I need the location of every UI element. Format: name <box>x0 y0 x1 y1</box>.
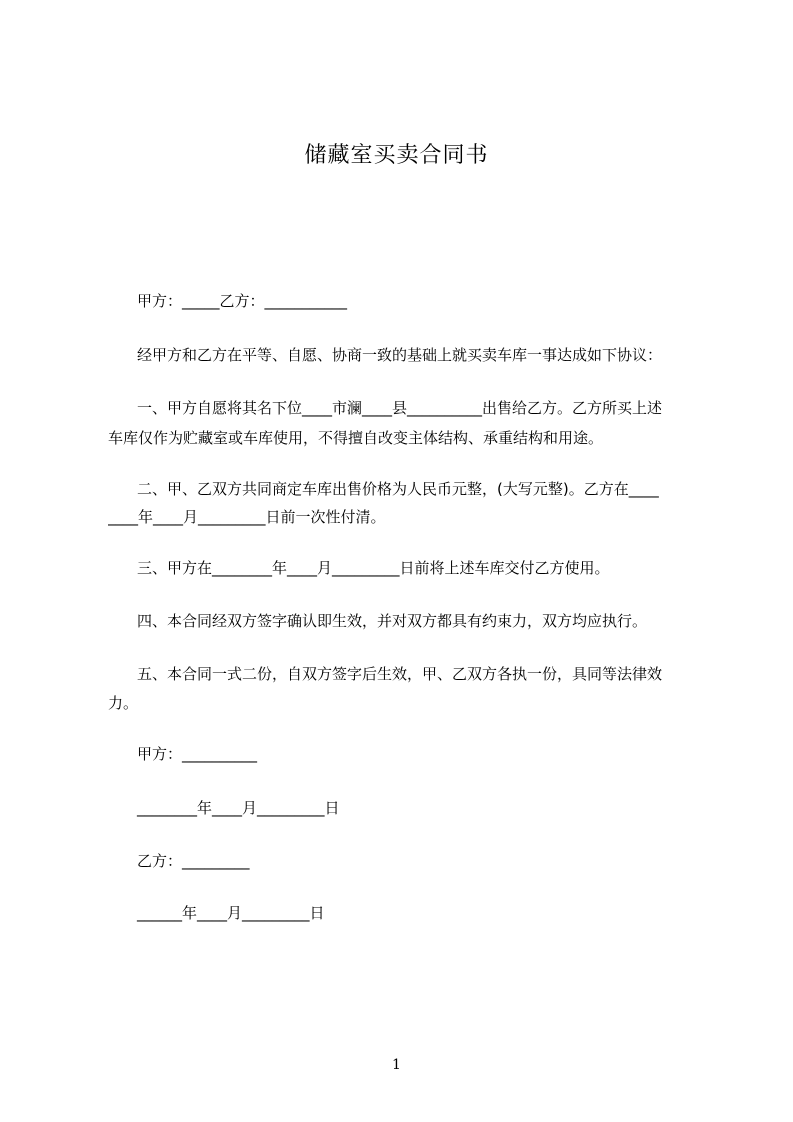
page-number: 1 <box>392 1057 401 1073</box>
clause-1-line-2: 车库仅作为贮藏室或车库使用，不得擅自改变主体结构、承重结构和用途。 <box>108 429 604 447</box>
party-b-signature: 乙方：_________ <box>137 852 250 870</box>
clause-3: 三、甲方在________年____月_________日前将上述车库交付乙方使用。 <box>137 559 610 577</box>
clause-2-line-1: 二、甲、乙双方共同商定车库出售价格为人民币元整，(大写元整)。乙方在____ <box>137 480 659 498</box>
clause-1-line-1: 一、甲方自愿将其名下位____市澜____县__________出售给乙方。乙方所买上述 <box>137 399 663 417</box>
document-title: 储藏室买卖合同书 <box>304 143 489 168</box>
clause-5-line-1: 五、本合同一式二份，自双方签字后生效，甲、乙双方各执一份，具同等法律效 <box>137 665 663 683</box>
clause-5-line-2: 力。 <box>108 694 139 712</box>
party-a-date: ________年____月_________日 <box>137 799 340 817</box>
clause-4: 四、本合同经双方签字确认即生效，并对双方都具有约束力，双方均应执行。 <box>137 612 648 630</box>
party-b-date: ______年____月_________日 <box>137 904 325 922</box>
clause-2-line-2: ____年____月_________日前一次性付清。 <box>108 508 386 526</box>
preamble: 经甲方和乙方在平等、自愿、协商一致的基础上就买卖车库一事达成如下协议： <box>137 346 663 364</box>
party-a-signature: 甲方：__________ <box>137 745 258 763</box>
parties-line: 甲方：_____乙方：___________ <box>137 292 348 310</box>
